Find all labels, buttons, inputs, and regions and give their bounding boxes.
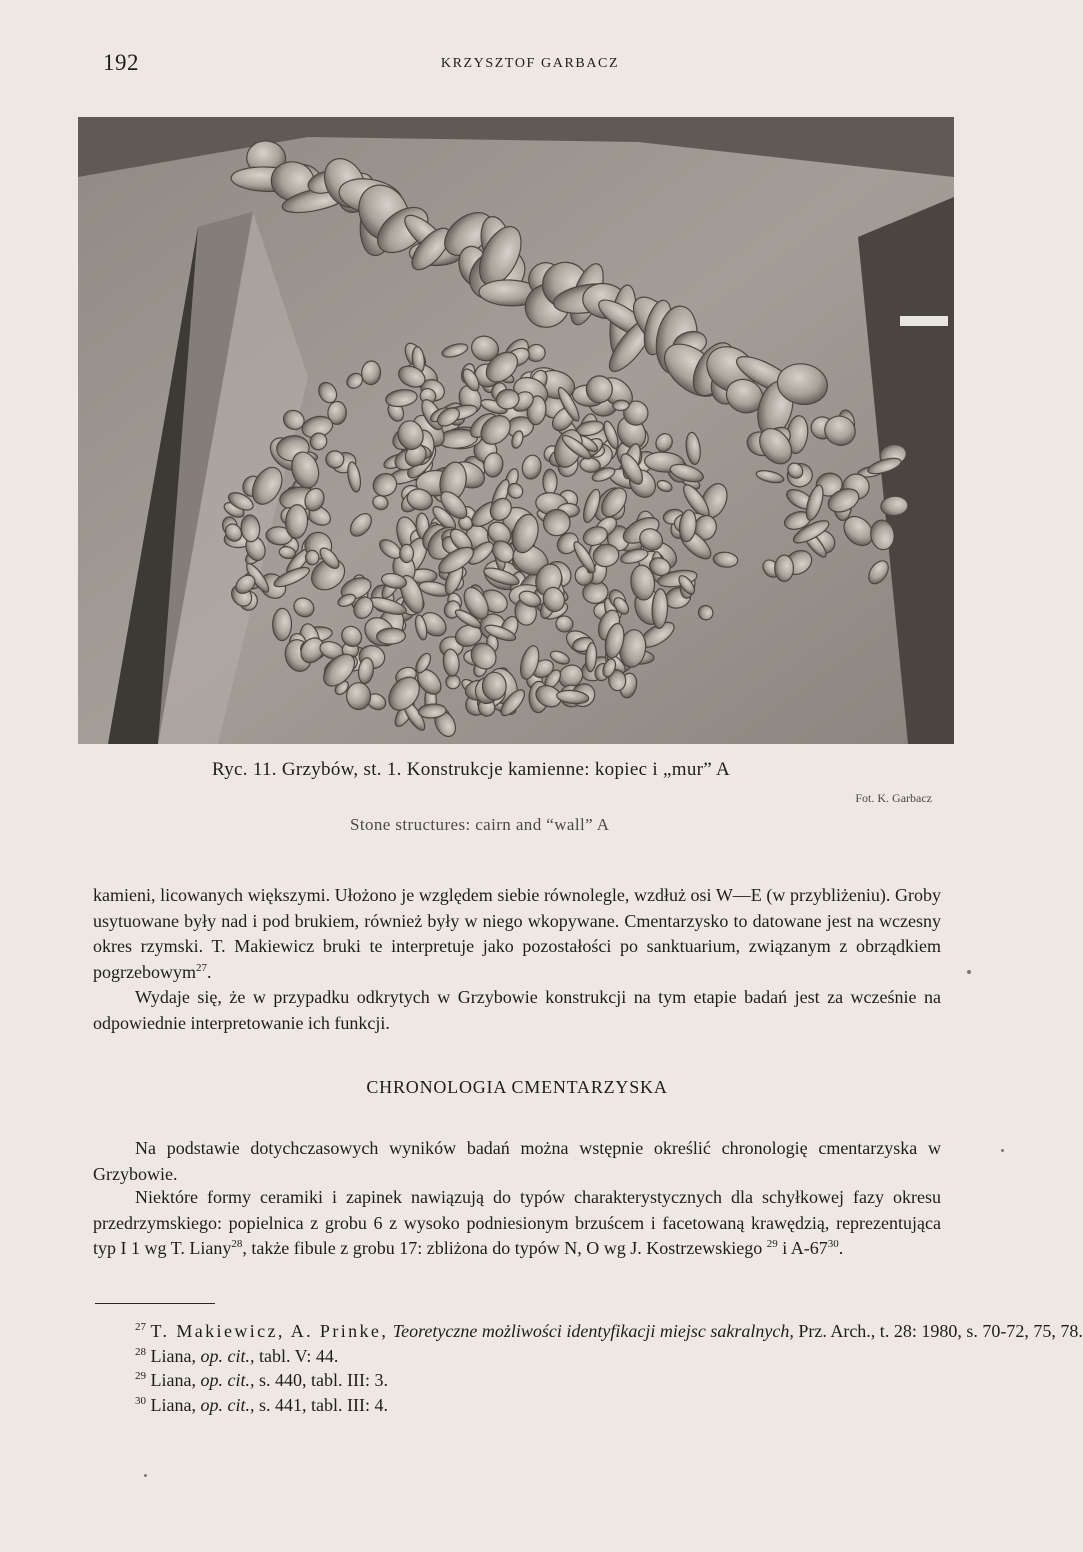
- section-heading: CHRONOLOGIA CMENTARZYSKA: [366, 1077, 668, 1097]
- footnote-abbreviation: op. cit.,: [200, 1370, 255, 1390]
- footnote-source: tabl. V: 44.: [258, 1345, 339, 1366]
- footnote-source: s. 441, tabl. III: 4.: [258, 1394, 388, 1415]
- paragraph-text: i A-67: [777, 1238, 828, 1258]
- paragraph-text: .: [838, 1238, 844, 1258]
- footnote-item: [93, 1393, 943, 1418]
- footnote-number: 28: [135, 1345, 146, 1358]
- footnote-item: [93, 1319, 1083, 1344]
- paper-speck: [144, 1474, 147, 1477]
- paragraph-text: .: [206, 961, 212, 982]
- paragraph-text: Niektóre formy ceramiki i zapinek nawiązują do typów charakterystycznych dla schyłkowej fazy okresu przedrzymskiego: popielnica z grobu 6 z wysoko podniesionym brzuścem i facetowaną krawędzią, reprezentująca typ I 1 wg T. Liany: [93, 1187, 941, 1258]
- footnote-item: [93, 1368, 943, 1393]
- photo-stone: [482, 672, 506, 700]
- photo-stone: [305, 550, 319, 565]
- body-paragraph: [93, 1185, 941, 1262]
- photo-stone: [775, 555, 794, 581]
- footnote-reference: 28: [231, 1238, 243, 1250]
- figure-caption: Ryc. 11. Grzybów, st. 1. Konstrukcje kamienne: kopiec i „mur” A: [212, 759, 731, 780]
- body-paragraph: Wydaje się, że w przypadku odkrytych w Grzybowie konstrukcji na tym etapie badań jest za wcześnie na odpowiednie interpretowanie ich funkcji.: [93, 987, 941, 1033]
- photo-scale-marker: [900, 316, 948, 326]
- footnote-number: 30: [135, 1394, 146, 1407]
- paper-speck: [967, 970, 971, 974]
- footnote-number: 29: [135, 1370, 146, 1382]
- footnotes: [93, 1319, 1083, 1417]
- footnote-abbreviation: op. cit.,: [200, 1394, 255, 1415]
- photo-stone: [543, 469, 557, 494]
- footnote-author: Liana,: [150, 1345, 196, 1366]
- paragraph-text: , także fibule z grobu 17: zbliżona do typów N, O wg J. Kostrzewskiego: [242, 1238, 767, 1258]
- footnote-number: 27: [135, 1321, 146, 1333]
- photo-stone: [272, 608, 291, 641]
- running-head: KRZYSZTOF GARBACZ: [440, 56, 620, 71]
- footnote-author: Liana,: [150, 1370, 196, 1390]
- footnote-source: s. 440, tabl. III: 3.: [258, 1370, 388, 1390]
- footnote-item: [93, 1344, 943, 1369]
- photo-stone: [325, 450, 344, 468]
- photo-credit: Fot. K. Garbacz: [855, 791, 932, 805]
- photo-stone: [400, 544, 414, 562]
- footnote-abbreviation: op. cit.,: [200, 1345, 255, 1366]
- footnote-reference: 30: [827, 1238, 839, 1250]
- photo-stone: [612, 400, 629, 411]
- footnote-divider: [95, 1303, 215, 1304]
- paper-speck: [1001, 1149, 1004, 1152]
- photo-stone: [586, 375, 613, 403]
- body-paragraph: Na podstawie dotychczasowych wyników badań można wstępnie określić chronologię cmentarzyska w Grzybowie.: [93, 1138, 941, 1184]
- footnote-author: Liana,: [150, 1394, 196, 1415]
- photo-stone: [376, 628, 405, 645]
- footnote-authors: T. Makiewicz, A. Prinke,: [150, 1321, 389, 1341]
- photo-stone: [347, 683, 371, 710]
- footnote-title: Teoretyczne możliwości identyfikacji miejsc sakralnych,: [392, 1321, 794, 1341]
- body-paragraph: [93, 883, 941, 985]
- excavation-photo: [78, 117, 954, 744]
- footnote-source: Prz. Arch., t. 28: 1980, s. 70-72, 75, 78.: [798, 1321, 1083, 1341]
- paragraph-text: kamieni, licowanych większymi. Ułożono je względem siebie równolegle, wzdłuż osi W—E (w przybliżeniu). Groby usytuowane były nad i pod brukiem, również były w niego wkopywane. Cmentarzysko to datowane jest na wczesny okres rzymski. T. Makiewicz bruki te interpretuje jako pozostałości po sanktuarium, związanym z obrządkiem pogrzebowym: [93, 885, 941, 982]
- page-number: 192: [103, 50, 139, 75]
- figure-caption-english: Stone structures: cairn and “wall” A: [350, 815, 610, 834]
- footnote-reference: 27: [195, 961, 207, 974]
- footnote-reference: 29: [766, 1238, 778, 1250]
